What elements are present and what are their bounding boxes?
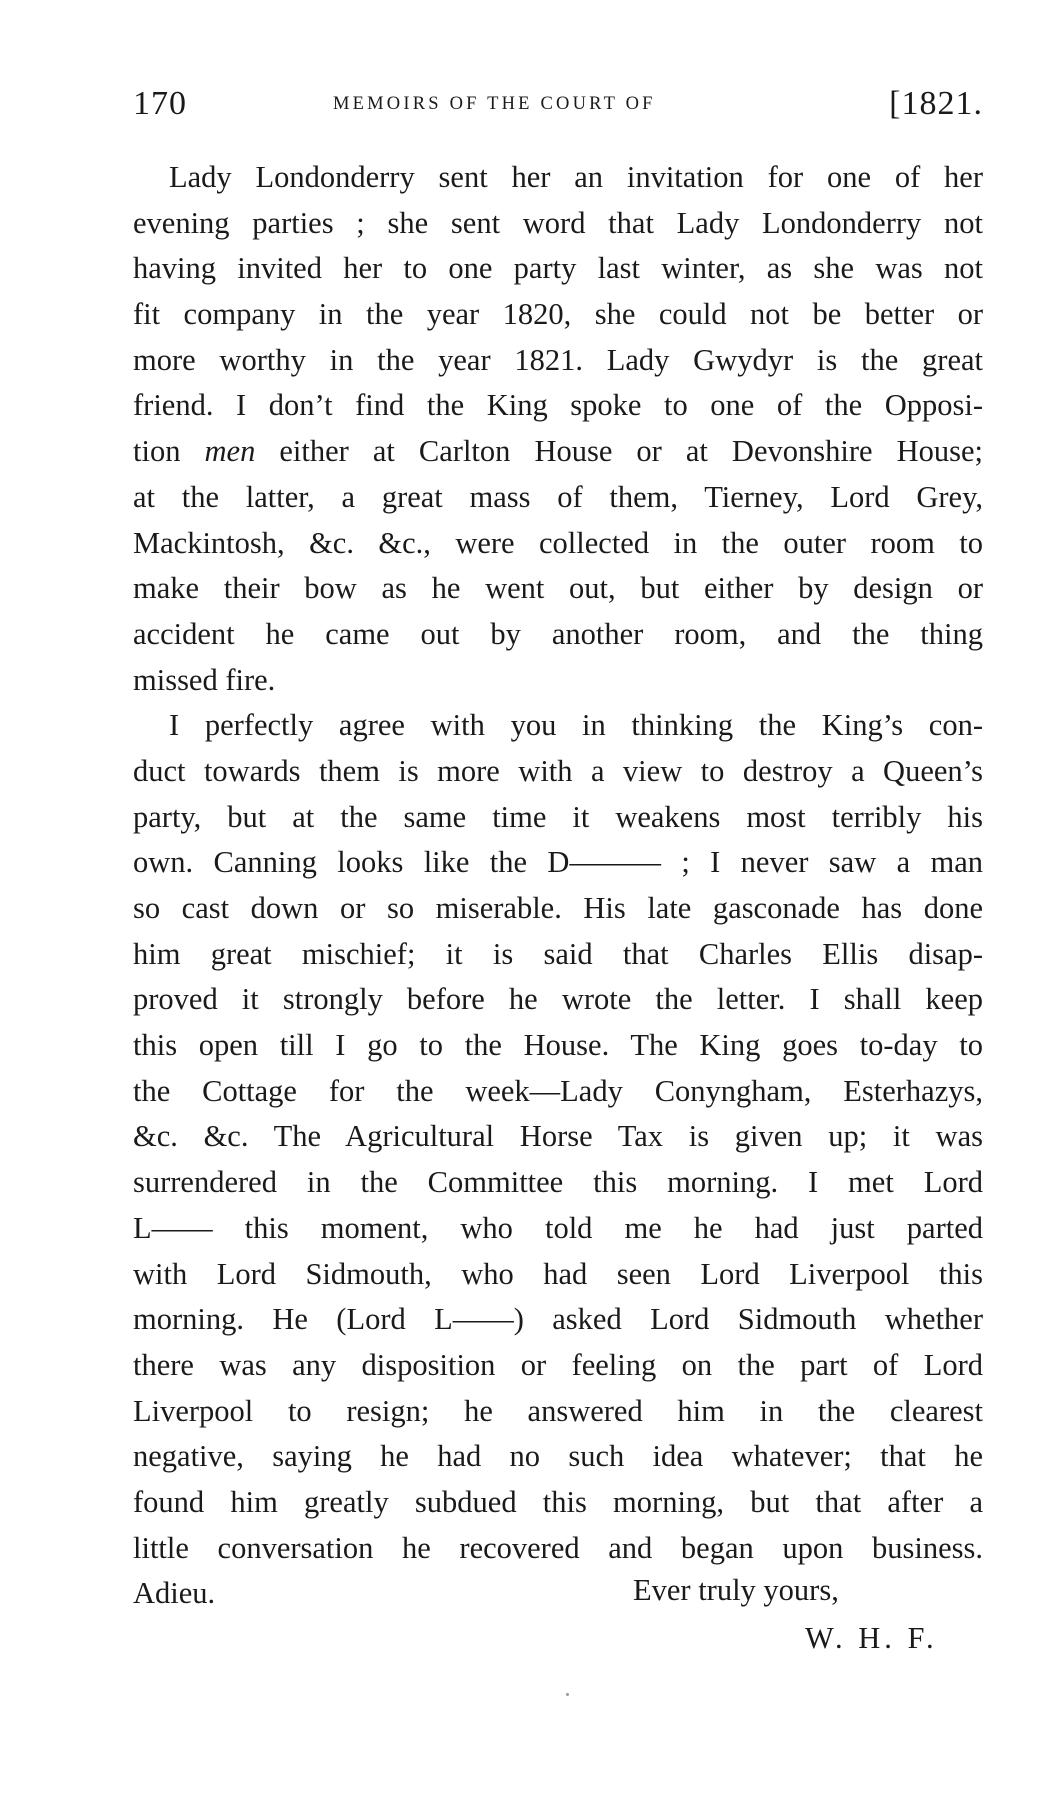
text-line: more worthy in the year 1821. Lady Gwydyr is the great <box>133 342 983 377</box>
text-line: Lady Londonderry sent her an invitation for one of her <box>169 160 983 194</box>
text-line: surrendered in the Committee this morning. I met Lord <box>133 1165 983 1200</box>
text-line-emphasis: tion men either at Carlton House or at Devonshire House; <box>133 434 983 469</box>
text-line: missed fire. <box>133 662 276 697</box>
text-line: accident he came out by another room, and the thing <box>133 616 983 651</box>
text-line: I perfectly agree with you in thinking the King’s con- <box>169 708 983 743</box>
text-line: &c. &c. The Agricultural Horse Tax is given up; it was <box>133 1119 983 1154</box>
text-line: morning. He (Lord L——) asked Lord Sidmouth whether <box>133 1302 983 1337</box>
italic-word: men <box>204 434 256 469</box>
signature: W. H. F. <box>805 1621 938 1655</box>
text-line: so cast down or so miserable. His late gasconade has done <box>133 891 983 925</box>
running-year: [1821. <box>889 85 983 122</box>
text-line: with Lord Sidmouth, who had seen Lord Liverpool this <box>133 1256 983 1291</box>
paper-speck <box>566 1693 569 1696</box>
text-line: little conversation he recovered and began upon business. <box>133 1530 983 1565</box>
running-head <box>133 85 983 133</box>
text-line: at the latter, a great mass of them, Tierney, Lord Grey, <box>133 479 983 514</box>
text-line: there was any disposition or feeling on the part of Lord <box>133 1347 983 1382</box>
text-line: proved it strongly before he wrote the letter. I shall keep <box>133 982 983 1017</box>
text-line: evening parties ; she sent word that Lady Londonderry not <box>133 205 983 240</box>
letter-closing <box>133 1566 983 1662</box>
text-line: him great mischief; it is said that Charles Ellis disap- <box>133 936 983 971</box>
letter-body <box>133 155 983 1617</box>
text-line: found him greatly subdued this morning, but that after a <box>133 1484 983 1519</box>
text-line: duct towards them is more with a view to destroy a Queen’s <box>133 753 983 788</box>
text-line: party, but at the same time it weakens most terribly his <box>133 799 983 834</box>
text-line: the Cottage for the week—Lady Conyngham, Esterhazys, <box>133 1073 983 1108</box>
text-line: Liverpool to resign; he answered him in the clearest <box>133 1393 983 1428</box>
text-line: this open till I go to the House. The King goes to-day to <box>133 1028 983 1063</box>
text-line: negative, saying he had no such idea whatever; that he <box>133 1439 983 1474</box>
text-line: L—— this moment, who told me he had just parted <box>133 1210 983 1245</box>
text-line: Mackintosh, &c. &c., were collected in the outer room to <box>133 525 983 560</box>
text-line: Adieu. <box>133 1576 216 1611</box>
text-line: fit company in the year 1820, she could not be better or <box>133 297 983 332</box>
page-number: 170 <box>133 85 187 122</box>
running-title: MEMOIRS OF THE COURT OF <box>333 94 656 114</box>
closing-salutation: Ever truly yours, <box>633 1573 839 1607</box>
text-line: friend. I don’t find the King spoke to one of the Opposi- <box>133 388 983 423</box>
text-line: own. Canning looks like the D——— ; I never saw a man <box>133 845 983 880</box>
text-line: having invited her to one party last winter, as she was not <box>133 251 983 286</box>
text-line: make their bow as he went out, but either by design or <box>133 571 983 606</box>
